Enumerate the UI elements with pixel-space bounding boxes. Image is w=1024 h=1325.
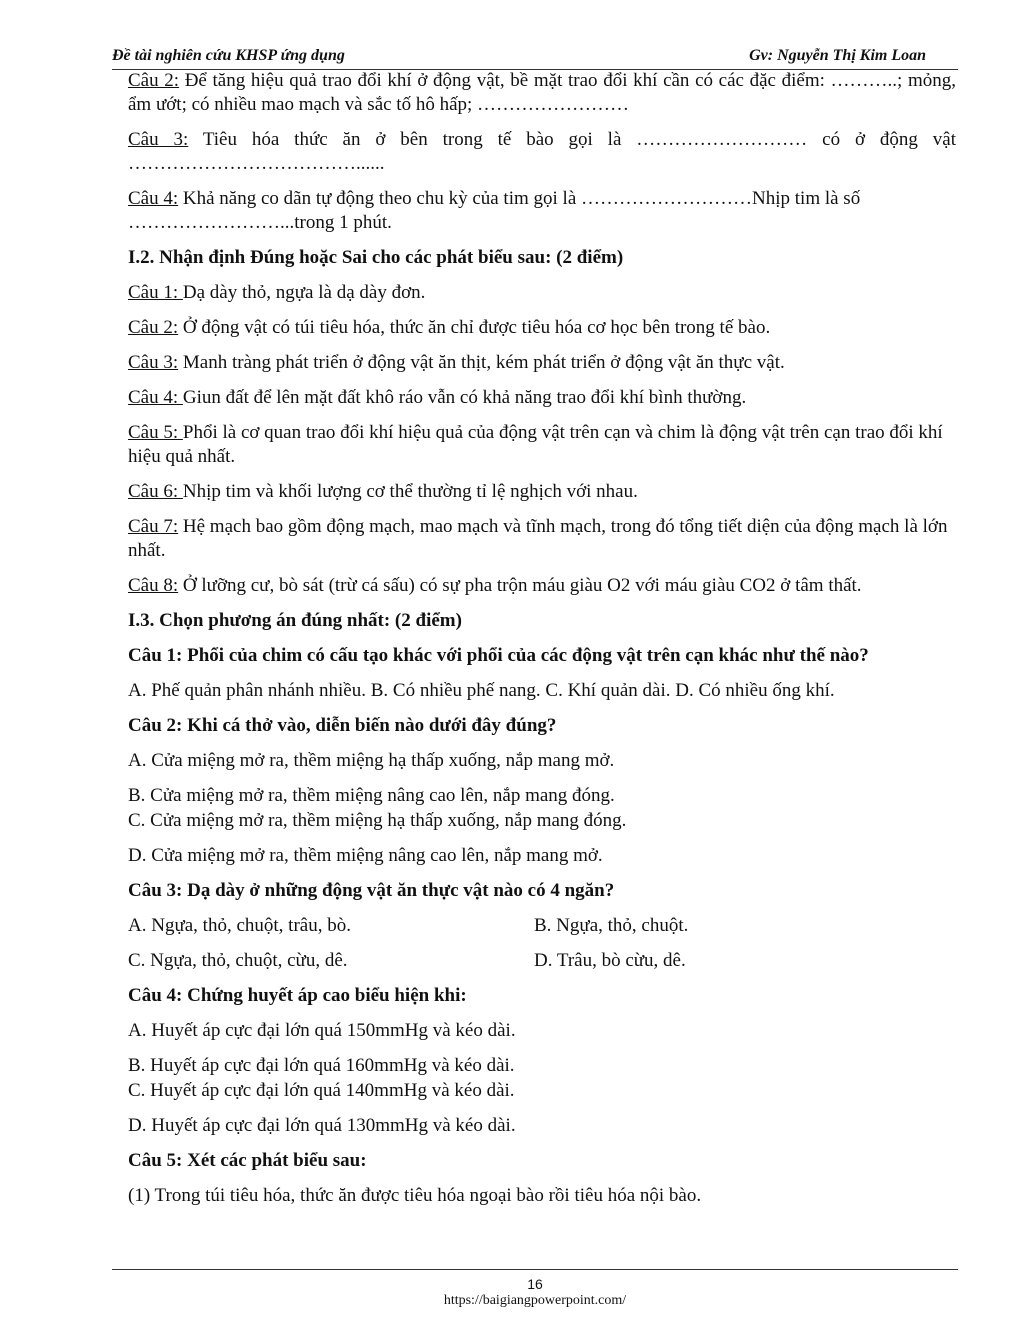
- mc-question-4-option-d: D. Huyết áp cực đại lớn quá 130mmHg và kéo dài.: [128, 1115, 516, 1136]
- question-text: Nhịp tim và khối lượng cơ thể thường tỉ lệ nghịch với nhau.: [182, 481, 638, 502]
- mc-question-5: Câu 5: Xét các phát biểu sau:: [128, 1150, 367, 1171]
- tf-question-8: [128, 574, 956, 598]
- question-text: Giun đất để lên mặt đất khô ráo vẫn có khả năng trao đổi khí bình thường.: [182, 387, 747, 408]
- tf-question-2: [128, 316, 956, 340]
- page-number: 16: [527, 1276, 543, 1292]
- tf-question-1: [128, 281, 956, 305]
- fill-question-2: [128, 69, 956, 117]
- mc-question-2-option-c: C. Cửa miệng mở ra, thềm miệng hạ thấp xuống, nắp mang đóng.: [128, 810, 627, 831]
- page-header: [112, 47, 958, 70]
- fill-question-3: [128, 128, 956, 176]
- mc-question-3: Câu 3: Dạ dày ở những động vật ăn thực vật nào có 4 ngăn?: [128, 880, 615, 901]
- mc-question-5-statement-1: (1) Trong túi tiêu hóa, thức ăn được tiêu hóa ngoại bào rồi tiêu hóa nội bào.: [128, 1185, 702, 1206]
- question-text: Phổi là cơ quan trao đổi khí hiệu quả của động vật trên cạn và chim là động vật trên cạn trao đổi khí hiệu quả nhất.: [128, 422, 943, 467]
- question-text: Để tăng hiệu quả trao đổi khí ở động vật, bề mặt trao đổi khí cần có các đặc điểm: ………..; mỏng, ẩm ướt; có nhiều mao mạch và sắc tố hô hấp; ……………………: [128, 70, 956, 115]
- mc-question-2-option-a: A. Cửa miệng mở ra, thềm miệng hạ thấp xuống, nắp mang mở.: [128, 750, 615, 771]
- question-text: Tiêu hóa thức ăn ở bên trong tế bào gọi là ……………………… có ở động vật ………………………………......: [128, 129, 956, 174]
- question-number: Câu 6:: [128, 481, 183, 502]
- question-number: Câu 2:: [128, 317, 179, 338]
- mc-question-2-option-b: B. Cửa miệng mở ra, thềm miệng nâng cao lên, nắp mang đóng.: [128, 785, 615, 806]
- tf-question-4: [128, 386, 956, 410]
- mc-question-3-option-d: D. Trâu, bò cừu, dê.: [534, 950, 686, 971]
- question-text: Ở lưỡng cư, bò sát (trừ cá sấu) có sự pha trộn máu giàu O2 với máu giàu CO2 ở tâm thất.: [178, 575, 862, 596]
- page-footer: [112, 1269, 958, 1308]
- question-number: Câu 2:: [128, 70, 180, 91]
- mc-question-1: Câu 1: Phổi của chim có cấu tạo khác với phổi của các động vật trên cạn khác như thế nào?: [128, 645, 869, 666]
- mc-question-4-option-c: C. Huyết áp cực đại lớn quá 140mmHg và kéo dài.: [128, 1080, 515, 1101]
- mc-question-4-option-b: B. Huyết áp cực đại lớn quá 160mmHg và kéo dài.: [128, 1055, 515, 1076]
- question-text: Hệ mạch bao gồm động mạch, mao mạch và tĩnh mạch, trong đó tổng tiết diện của động mạch là lớn nhất.: [128, 516, 948, 561]
- question-number: Câu 7:: [128, 516, 179, 537]
- mc-question-3-option-a: A. Ngựa, thỏ, chuột, trâu, bò.: [128, 915, 351, 936]
- mc-question-3-options-row-2: [128, 949, 956, 973]
- mc-question-2-option-d: D. Cửa miệng mở ra, thềm miệng nâng cao lên, nắp mang mở.: [128, 845, 603, 866]
- section-heading-multiple-choice: I.3. Chọn phương án đúng nhất: (2 điểm): [128, 610, 462, 631]
- fill-question-4: [128, 187, 956, 235]
- question-number: Câu 3:: [128, 352, 179, 373]
- tf-question-3: [128, 351, 956, 375]
- mc-question-1-options: A. Phế quản phân nhánh nhiều. B. Có nhiều phế nang. C. Khí quản dài. D. Có nhiều ống khí.: [128, 680, 835, 701]
- question-number: Câu 4:: [128, 387, 183, 408]
- footer-url: https://baigiangpowerpoint.com/: [443, 1293, 627, 1308]
- question-number: Câu 1:: [128, 282, 183, 303]
- question-text: Khả năng co dãn tự động theo chu kỳ của tim gọi là ………………………Nhịp tim là số ……………………...trong 1 phút.: [128, 188, 861, 233]
- tf-question-6: [128, 480, 956, 504]
- question-number: Câu 4:: [128, 188, 179, 209]
- mc-question-4-option-a: A. Huyết áp cực đại lớn quá 150mmHg và kéo dài.: [128, 1020, 516, 1041]
- document-body: [128, 69, 956, 1219]
- tf-question-5: [128, 421, 956, 469]
- question-number: Câu 5:: [128, 422, 183, 443]
- tf-question-7: [128, 515, 956, 563]
- mc-question-3-option-b: B. Ngựa, thỏ, chuột.: [534, 915, 689, 936]
- mc-question-3-option-c: C. Ngựa, thỏ, chuột, cừu, dê.: [128, 950, 348, 971]
- question-text: Manh tràng phát triển ở động vật ăn thịt, kém phát triển ở động vật ăn thực vật.: [178, 352, 785, 373]
- section-heading-true-false: I.2. Nhận định Đúng hoặc Sai cho các phát biểu sau: (2 điểm): [128, 247, 624, 268]
- question-number: Câu 3:: [128, 129, 189, 150]
- question-text: Ở động vật có túi tiêu hóa, thức ăn chỉ được tiêu hóa cơ học bên trong tế bào.: [178, 317, 771, 338]
- question-number: Câu 8:: [128, 575, 179, 596]
- header-author: Gv: Nguyễn Thị Kim Loan: [749, 47, 926, 64]
- question-text: Dạ dày thỏ, ngựa là dạ dày đơn.: [182, 282, 426, 303]
- mc-question-2: Câu 2: Khi cá thở vào, diễn biến nào dưới đây đúng?: [128, 715, 557, 736]
- mc-question-3-options-row-1: [128, 914, 956, 938]
- header-title: Đề tài nghiên cứu KHSP ứng dụng: [112, 47, 345, 64]
- mc-question-4: Câu 4: Chứng huyết áp cao biểu hiện khi:: [128, 985, 467, 1006]
